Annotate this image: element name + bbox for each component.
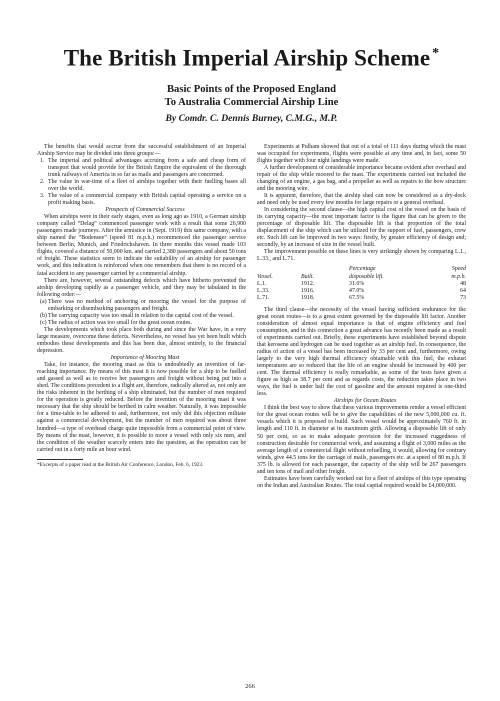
table-cell: 64 bbox=[460, 287, 466, 294]
subtitle-line-2: To Australia Commercial Airship Line bbox=[164, 96, 339, 108]
subtitle-line-1: Basic Points of the Proposed England bbox=[166, 83, 337, 95]
benefit-item bbox=[37, 193, 246, 207]
table-header: Percentage bbox=[349, 266, 376, 273]
section-heading-prospects: Prospects of Commercial Success bbox=[105, 207, 185, 214]
paragraph: In considering the second clause—the high capital cost of the vessel on the basis of its carrying capacity—the most important factor is the figure that can be given to the percentage of disposable lift. The disposable lift is that proportion of the total displacement of the ship which can be utilized for the support of fuel, passengers, crew etc. Such lift can be improved in two ways: firstly, by greater efficiency of design and; secondly, by an increase of size in the vessel built. bbox=[257, 207, 466, 249]
paragraph: There are, however, several outstanding defects which have hitherto prevented the airship developing rapidly as a passenger vehicle, and they may be tabulated in the following order:— bbox=[37, 277, 246, 298]
table-header bbox=[301, 266, 349, 273]
paragraph: Experiments at Pulham showed that out of a total of 111 days during which the mast was occupied for experiments, flights were possible at any time and, in fact, some 50 flights together with four night landings were made. bbox=[257, 143, 466, 164]
benefits-list bbox=[37, 158, 246, 207]
defect-text: The radius of action was too small for the great ocean routes. bbox=[48, 319, 192, 326]
intro-paragraph: The benefits that would accrue from the successful establishment of an Imperial Airship Service may be divided into three groups:— bbox=[37, 143, 246, 157]
article-title bbox=[37, 0, 466, 73]
table-header bbox=[257, 266, 301, 273]
footnote: *Excerpts of a paper read at the British Air Conference, London, Feb. 6, 1923. bbox=[37, 461, 204, 468]
benefit-text: The imperial and political advantages accruing from a safe and cheap form of transport that would provide for the British Empire the equivalent of the thorough trunk railways of America in so far as mails and passengers are concerned. bbox=[48, 157, 246, 178]
benefit-number: 2. bbox=[40, 178, 45, 185]
table-header: Built. bbox=[301, 273, 314, 280]
table-cell: 1918. bbox=[301, 294, 315, 301]
benefit-text: The value in war-time of a fleet of airships together with their fuelling bases all over the world. bbox=[48, 178, 246, 192]
table-cell: 67.5% bbox=[349, 294, 365, 301]
table-cell: L.33. bbox=[257, 287, 270, 294]
table-cell: L.71. bbox=[257, 294, 270, 301]
defect-letter: (a) bbox=[40, 298, 47, 305]
table-cell: 1916. bbox=[301, 287, 315, 294]
table-cell: 1912. bbox=[301, 280, 315, 287]
benefit-number: 3. bbox=[40, 192, 45, 199]
defects-list bbox=[37, 299, 246, 327]
table-cell: 31.6% bbox=[349, 280, 365, 287]
paragraph: The improvement possible on these lines is very strikingly shown by comparing L.1., L.33., and L.71. bbox=[257, 249, 466, 263]
article-subtitle bbox=[37, 83, 466, 109]
defect-item bbox=[37, 299, 246, 313]
paragraph: A further development of considerable importance became evident after overhaul and repair of the ship while moored to the mast. The experiments carried out included the changing of an engine, a gas bag, and a propeller as well as repairs to the bow structure and the mooring wire. bbox=[257, 164, 466, 192]
page-number: 266 bbox=[245, 683, 255, 690]
table-cell: 48 bbox=[460, 280, 466, 287]
paragraph: When airships were in their early stages, even as long ago as 1910, a German airship company called “Delag” commenced passenger work with a result that some 26,900 passengers made journeys. After the armistice in (Sept. 1919) this same company, with a ship named the “Bodensee” (speed 81 m.p.h.) recommenced the passenger service between Berlin, Munich, and Friedrichshaven. In three months this vessel made 103 flights, covered a distance of 50,000 km. and carried 2,380 passengers and about 50 tons of freight. These statistics seem to indicate the suitability of an airship for passenger work, and this indication is reinforced when one remembers that there is no record of a fatal accident to any passenger carried by a commercial airship. bbox=[37, 214, 246, 277]
benefit-item bbox=[37, 158, 246, 179]
article-title-text: The British Imperial Airship Scheme bbox=[63, 45, 431, 71]
paragraph: It is apparent, therefore, that the airship shed can now be considered as a dry-dock and need only be used every few months for large repairs or a general overhaul. bbox=[257, 192, 466, 207]
footnote-rule bbox=[37, 459, 83, 460]
table-cell: 47.0% bbox=[349, 287, 365, 294]
right-column bbox=[257, 144, 466, 490]
table-cell: L.1. bbox=[257, 280, 267, 287]
paragraph: Take, for instance, the mooring mast as this is undoubtedly an invention of far-reaching importance. By means of this mast it is now possible for a ship to be fuelled and gassed as well as to receive her passengers and freight without being put into a shed. The conditions precedent to a flight are, therefore, radically altered as, not only are the risks inherent in the berthing of a ship eliminated, but the number of men required for the operation is greatly reduced. Before the invention of the mooring mast it was necessary that the ship should be berthed in calm weather. Naturally, it was impossible for a time-table to be adhered to and, furthermore, not only did this objection militate against a commercial development, but the number of men required was about three hundred—a type of overhead charge quite impossible from a commercial point of view. By means of the mast, however, it is possible to moor a vessel with only six men, and the condition of the weather scarcely enters into the question, as the operation can be carried out in a forty mile an hour wind. bbox=[37, 362, 246, 453]
defect-text: The carrying capacity was too small in relation to the capital cost of the vessel. bbox=[48, 312, 234, 319]
defect-letter: (c) bbox=[40, 319, 47, 326]
section-heading-ocean-routes: Airships for Ocean Routes bbox=[333, 398, 397, 405]
article-body bbox=[37, 144, 466, 490]
paragraph: The developments which took place both during and since the War have, in a very large measure, overcome these defects. Nevertheless, no vessel has yet been built which embodies these developments and this has been due, almost entirely, to the financial depression. bbox=[37, 326, 246, 355]
left-column bbox=[37, 144, 246, 490]
table-header: m.p.h. bbox=[451, 273, 466, 280]
paragraph: Estimates have been carefully worked out for a fleet of airships of this type operating on the Indian and Australian Routes. The total capital required would be £4,000,000. bbox=[257, 475, 466, 489]
section-heading-mooring-mast: Importance of Mooring Mast bbox=[110, 355, 180, 362]
benefit-item bbox=[37, 179, 246, 193]
table-header: Speed bbox=[451, 266, 466, 273]
author-byline: By Comdr. C. Dennis Burney, C.M.G., M.P. bbox=[165, 112, 338, 124]
benefit-number: 1. bbox=[40, 157, 45, 164]
table-cell: 73 bbox=[460, 294, 466, 301]
defect-letter: (b) bbox=[40, 312, 47, 319]
table-header: disposable lift. bbox=[349, 273, 384, 280]
paragraph: I think the best way to show that these various improvements render a vessel efficient for the great ocean routes will be to give the capabilities of the new 5,000,000 cu. ft. vessels which it is proposed to build. Such vessel would be approximately 760 ft. in length and 110 ft. in diameter at its maximum girth. Allowing a disposable lift of only 50 per cent, so as to make adequate provision for the increased ruggedness of construction desirable for commercial work, and assuming a flight of 3,000 miles as the average length of a commercial flight without refuelling, it would, allowing for contrary winds, give 44.5 tons for the carriage of mails, passengers etc. at a speed of 80 m.p.h. If 375 lb. is allowed for each passenger, the capacity of the ship will be 267 passengers and ten tons of mail and other freight. bbox=[257, 405, 466, 475]
paragraph: The third clause—the necessity of the vessel having sufficient endurance for the great ocean routes—is to a great extent governed by the disposable lift factor. Another consideration of almost equal importance is that of engine efficiency and fuel consumption, and in this connection a great advance has recently been made as a result of experiments carried out. Briefly, these experiments have established beyond dispute that kerosene and hydrogen can be used together as an airship fuel. In consequence, the radius of action of a vessel has been increased by 33 per cent and, furthermore, owing largely to the very high thermal efficiency obtainable with this fuel, the exhaust temperatures are so reduced that the life of an engine should be increased by 400 per cent. The thermal efficiency is really remarkable, as some of the tests have given a figure as high as 38.7 per cent and as regards costs, the reduction takes place in two ways, the fuel is under half the cost of gasoline and the amount required is one-third less. bbox=[257, 306, 466, 398]
table-header: Vessel. bbox=[257, 273, 273, 280]
airship-comparison-table bbox=[257, 266, 466, 301]
defect-item bbox=[37, 320, 246, 327]
defect-text: There was no method of anchoring or mooring the vessel for the purpose of embarking or disembarking passengers and freight. bbox=[48, 298, 246, 312]
benefit-text: The value of a commercial company with British capital operating a service on a profit making basis. bbox=[48, 192, 246, 207]
defect-item bbox=[37, 313, 246, 320]
title-footnote-mark: * bbox=[432, 46, 440, 61]
